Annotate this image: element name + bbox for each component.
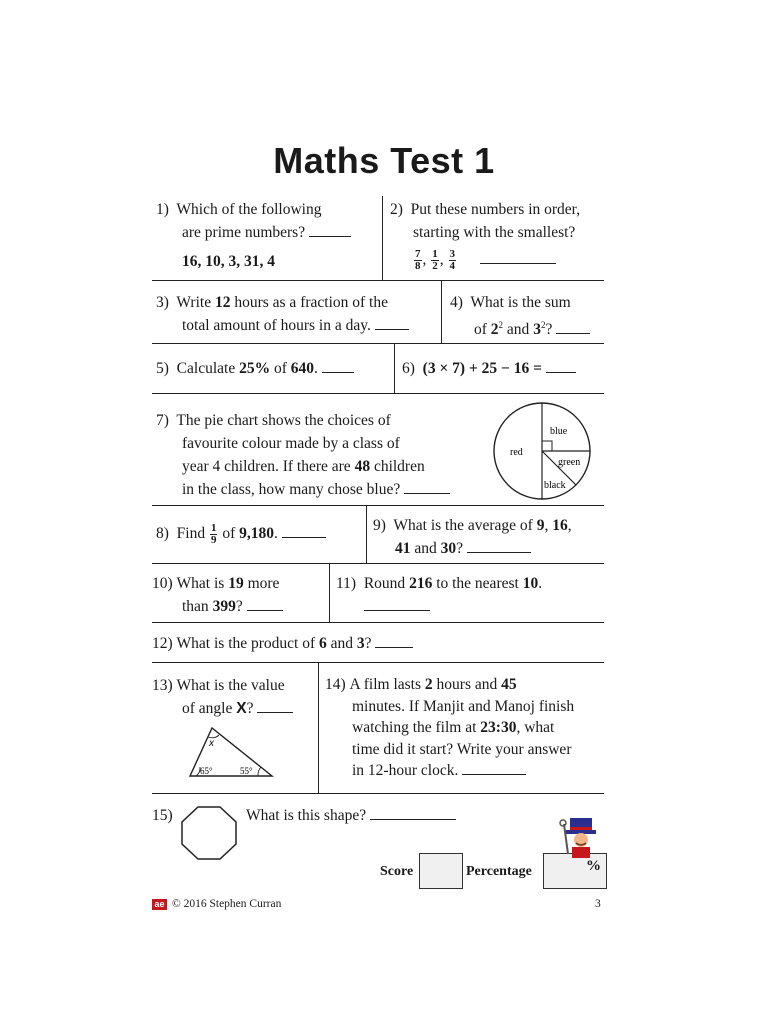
question-3: 3) Write 12 hours as a fraction of the total amount of hours in a day. <box>156 291 409 337</box>
publisher-logo: ae <box>152 899 167 910</box>
answer-blank[interactable] <box>370 805 456 820</box>
question-10: 10) What is 19 more than 399? <box>152 572 283 618</box>
col-divider <box>329 563 330 622</box>
row-divider <box>152 393 604 394</box>
question-15: What is this shape? <box>246 804 456 827</box>
pie-label-black: black <box>544 480 566 491</box>
fraction: $\frac{7}{8}$ <box>415 247 421 272</box>
fraction: $\frac{3}{4}$ <box>449 247 455 272</box>
page-number: 3 <box>595 898 601 910</box>
answer-blank[interactable] <box>546 358 576 373</box>
row-divider <box>152 505 604 506</box>
answer-blank[interactable] <box>375 315 409 330</box>
question-1: 1) Which of the following are prime numbers? 16, 10, 3, 31, 4 <box>156 198 351 273</box>
answer-blank[interactable] <box>282 523 326 538</box>
row-divider <box>152 343 604 344</box>
question-13: 13) What is the value of angle X? <box>152 674 293 720</box>
percent-sign: % <box>586 858 601 874</box>
page-title: Maths Test 1 <box>273 140 495 181</box>
octagon-shape <box>180 806 238 860</box>
question-8: 8) Find $\frac{1}{9}$ of 9,180. <box>156 522 326 546</box>
answer-blank[interactable] <box>257 698 293 713</box>
answer-blank[interactable] <box>364 596 430 611</box>
percentage-box[interactable] <box>543 853 607 889</box>
answer-blank[interactable] <box>309 222 351 237</box>
answer-blank[interactable] <box>247 596 283 611</box>
question-4: 4) What is the sum of $2^2$ and $3^2$? <box>450 291 590 341</box>
row-divider <box>152 793 604 794</box>
row-divider <box>152 622 604 623</box>
question-7: 7) The pie chart shows the choices of favourite colour made by a class of year 4 children. If there are 48 children in the class, how many chose blue? <box>156 409 450 501</box>
fraction: $\frac{1}{9}$ <box>210 521 217 546</box>
pie-chart <box>492 400 592 502</box>
answer-blank[interactable] <box>322 358 354 373</box>
angle-55-label: 55° <box>240 766 253 776</box>
mascot-illustration <box>556 818 606 858</box>
question-11: 11) Round 216 to the nearest 10. <box>336 572 542 618</box>
question-12: 12) What is the product of 6 and 3? <box>152 632 413 655</box>
angle-x-label: x <box>209 738 214 749</box>
answer-blank[interactable] <box>404 479 450 494</box>
question-5: 5) Calculate 25% of 640. <box>156 357 354 380</box>
fraction: $\frac{1}{2}$ <box>432 247 438 272</box>
pie-label-blue: blue <box>550 426 568 437</box>
answer-blank[interactable] <box>480 249 556 264</box>
col-divider <box>441 280 442 343</box>
angle-65-label: 65° <box>200 766 213 776</box>
triangle-diagram <box>186 722 276 780</box>
answer-blank[interactable] <box>462 760 526 775</box>
answer-blank[interactable] <box>467 538 531 553</box>
question-6: 6) (3 × 7) + 25 − 16 = <box>402 357 576 380</box>
answer-blank[interactable] <box>556 319 590 334</box>
col-divider <box>366 505 367 563</box>
score-label: Score <box>380 864 414 879</box>
percentage-label: Percentage <box>466 864 532 879</box>
col-divider <box>394 343 395 393</box>
question-15-number: 15) <box>152 807 173 824</box>
row-divider <box>152 280 604 281</box>
copyright: © 2016 Stephen Curran <box>172 898 282 910</box>
row-divider <box>152 563 604 564</box>
answer-blank[interactable] <box>375 633 413 648</box>
col-divider <box>382 196 383 280</box>
row-divider <box>152 662 604 663</box>
question-9: 9) What is the average of 9, 16, 41 and 30? <box>373 517 572 557</box>
question-2: 2) Put these numbers in order, starting with the smallest? $\frac{7}{8}$ , $\frac{1}{2}$ , $\frac{3}{4}$ <box>390 201 581 272</box>
pie-label-green: green <box>558 457 581 468</box>
question-14: 14) A film lasts 2 hours and 45 minutes. If Manjit and Manoj finish watching the film at 23:30, what time did it start? Write your answer in 12-hour clock. <box>325 676 575 779</box>
score-box[interactable] <box>419 853 463 889</box>
col-divider <box>318 662 319 793</box>
pie-label-red: red <box>510 447 523 458</box>
